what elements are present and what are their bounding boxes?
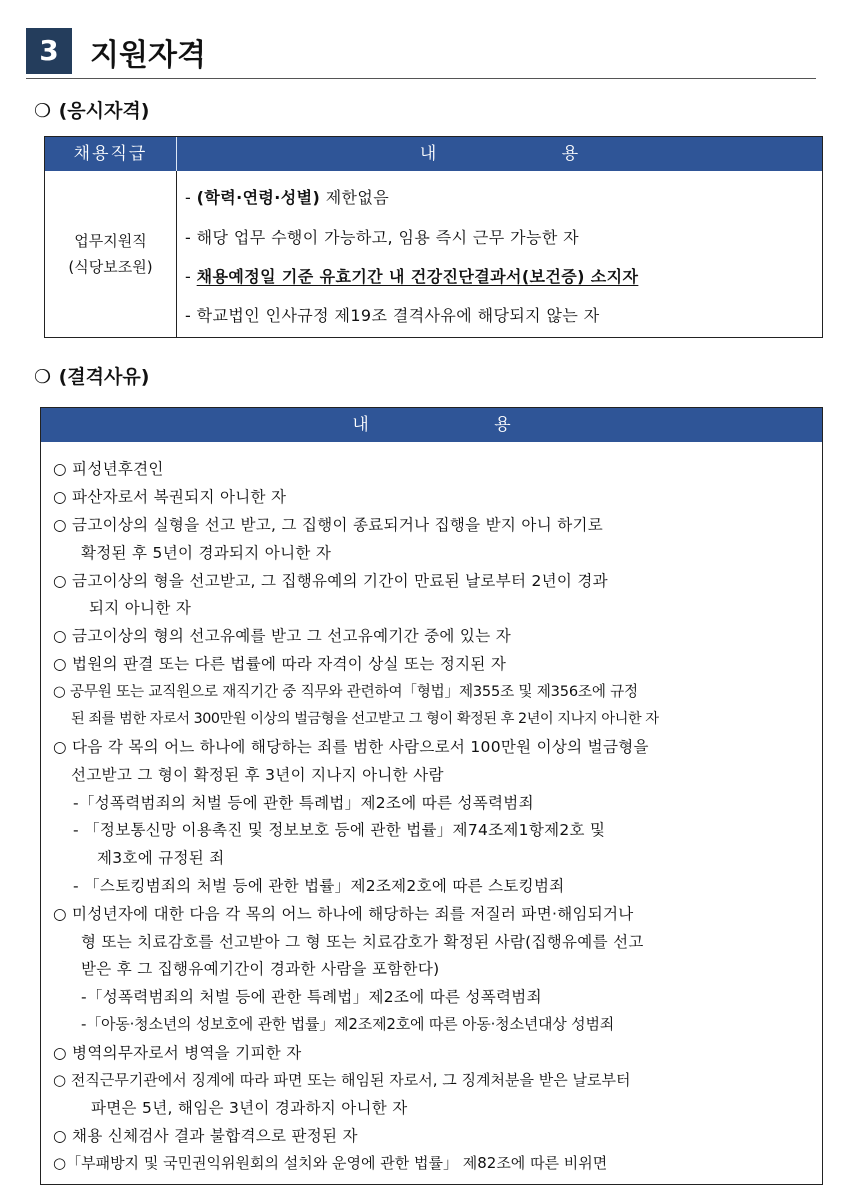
disqualification-subline: -「성폭력범죄의 처벌 등에 관한 특례법」제2조에 따른 성폭력범죄 <box>73 794 534 812</box>
disqualification-line: ○ 공무원 또는 교직원으로 재직기간 중 직무와 관련하여「형법」제355조 및 제356조에 규정 <box>53 683 638 700</box>
eligibility-item: - 학교법인 인사규정 제19조 결격사유에 해당되지 않는 자 <box>185 306 600 325</box>
disqualification-line: ○ 금고이상의 형을 선고받고, 그 집행유예의 기간이 만료된 날로부터 2년이 경과 <box>53 572 608 590</box>
disqualification-line: 받은 후 그 집행유예기간이 경과한 사람을 포함한다) <box>81 960 440 978</box>
disqualification-line: ○ 채용 신체검사 결과 불합격으로 판정된 자 <box>53 1127 358 1145</box>
disqualification-line: ○ 금고이상의 형의 선고유예를 받고 그 선고유예기간 중에 있는 자 <box>53 627 511 645</box>
disqualification-subline: -「아동·청소년의 성보호에 관한 법률」제2조제2호에 따른 아동·청소년대상 성범죄 <box>81 1015 615 1033</box>
section-title: 지원자격 <box>90 38 206 73</box>
subheading-disqualification-title: (결격사유) <box>58 366 150 388</box>
header-content: 내 용 <box>419 144 639 164</box>
position-cell <box>45 171 177 337</box>
disqualification-line: 되지 아니한 자 <box>89 599 192 617</box>
eligibility-table <box>44 136 823 338</box>
disqualification-line: 확정된 후 5년이 경과되지 아니한 자 <box>81 544 332 562</box>
disqualification-line: 선고받고 그 형이 확정된 후 3년이 지나지 아니한 사람 <box>71 766 444 784</box>
position-detail: (식당보조원) <box>68 258 153 276</box>
eligibility-item-bold: (학력·연령·성별) <box>196 188 321 207</box>
circle-bullet-icon: ❍ <box>34 100 52 122</box>
disqualification-line: 파면은 5년, 해임은 3년이 경과하지 아니한 자 <box>91 1099 408 1117</box>
eligibility-item-highlight: - 채용예정일 기준 유효기간 내 건강진단결과서(보건증) 소지자 <box>185 267 639 286</box>
subheading-eligibility-title: (응시자격) <box>58 100 150 122</box>
position-name: 업무지원직 <box>74 232 147 250</box>
disqualification-line: 형 또는 치료감호를 선고받아 그 형 또는 치료감호가 확정된 사람(집행유예를 선고 <box>81 933 644 951</box>
section-number: 3 <box>26 28 72 74</box>
disqualification-line: ○ 금고이상의 실형을 선고 받고, 그 집행이 종료되거나 집행을 받지 아니 하기로 <box>53 516 604 534</box>
disqualification-subline: -「성폭력범죄의 처벌 등에 관한 특례법」제2조에 따른 성폭력범죄 <box>81 988 542 1006</box>
disqualification-line: ○ 다음 각 목의 어느 하나에 해당하는 죄를 범한 사람으로서 100만원 이상의 벌금형을 <box>53 738 649 756</box>
header-position: 채용직급 <box>45 137 177 171</box>
disqualification-line: ○ 파산자로서 복권되지 아니한 자 <box>53 488 287 506</box>
content-cell <box>177 171 822 337</box>
eligibility-item: - 해당 업무 수행이 가능하고, 임용 즉시 근무 가능한 자 <box>185 228 580 247</box>
disqualification-line: ○ 전직근무기관에서 징계에 따라 파면 또는 해임된 자로서, 그 징계처분을 받은 날로부터 <box>53 1071 631 1089</box>
disqualification-line: ○ 미성년자에 대한 다음 각 목의 어느 하나에 해당하는 죄를 저질러 파면·해임되거나 <box>53 905 634 923</box>
circle-bullet-icon: ❍ <box>34 366 52 388</box>
subheading-eligibility <box>34 96 149 123</box>
section-header <box>26 28 816 79</box>
eligibility-table-header <box>45 137 822 171</box>
disqualification-line: ○ 피성년후견인 <box>53 460 164 478</box>
disqualification-line: ○ 법원의 판결 또는 다른 법률에 따라 자격이 상실 또는 정지된 자 <box>53 655 507 673</box>
disqualification-line: 된 죄를 범한 자로서 300만원 이상의 벌금형을 선고받고 그 형이 확정된 후 2년이 지나지 아니한 자 <box>71 711 659 727</box>
disqualification-line: ○「부패방지 및 국민권익위원회의 설치와 운영에 관한 법률」 제82조에 따른 비위면 <box>53 1154 608 1172</box>
disqualification-line: ○ 병역의무자로서 병역을 기피한 자 <box>53 1044 302 1062</box>
disqualification-table <box>40 407 823 1185</box>
subheading-disqualification <box>34 362 149 389</box>
disqualification-subline: - 「정보통신망 이용촉진 및 정보보호 등에 관한 법률」제74조제1항제2호 및 <box>73 821 606 839</box>
disqualification-subline: - 「스토킹범죄의 처벌 등에 관한 법률」제2조제2호에 따른 스토킹범죄 <box>73 877 565 895</box>
eligibility-item: - (학력·연령·성별) 제한없음 <box>185 188 390 207</box>
disqualification-table-header: 내 용 <box>41 408 822 442</box>
disqualification-subline: 제3호에 규정된 죄 <box>97 849 225 867</box>
